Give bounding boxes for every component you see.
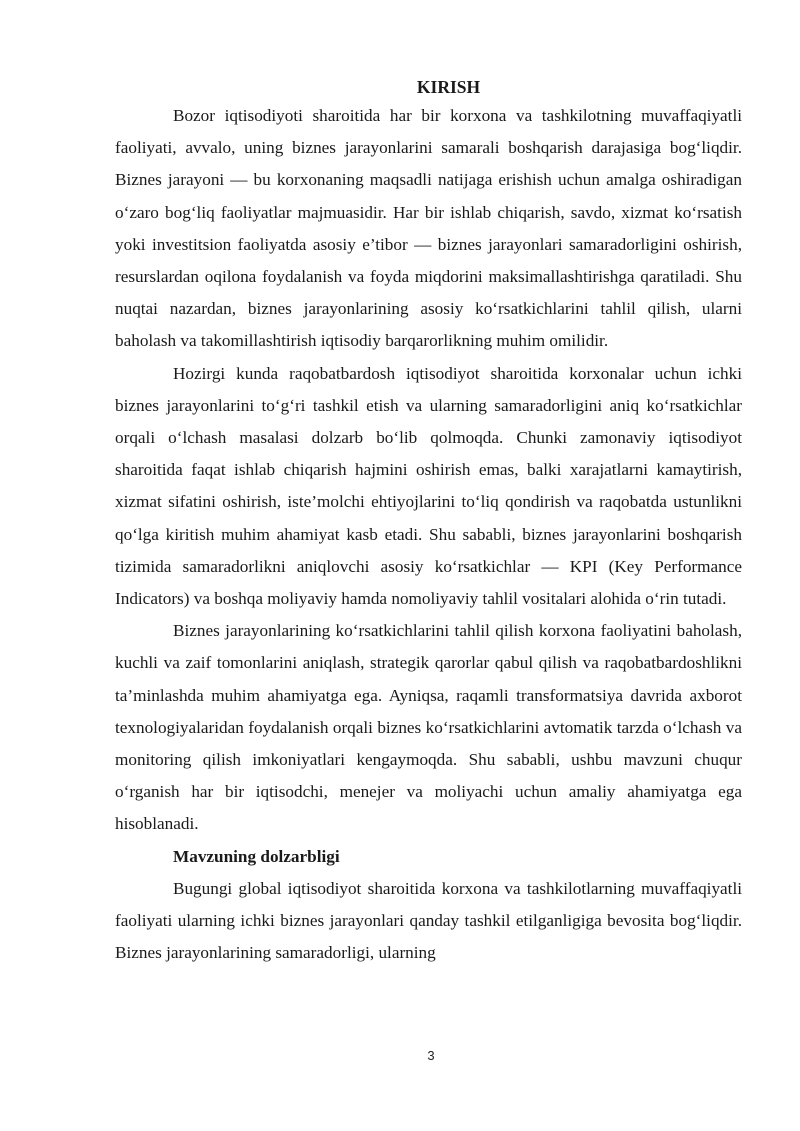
intro-paragraph-2: Hozirgi kunda raqobatbardosh iqtisodiyot sharoitida korxonalar uchun ichki biznes jarayonlarini to‘g‘ri tashkil etish va ularning samaradorligini aniq ko‘rsatkichlar orqali o‘lchash masalasi dolzarb bo‘lib qolmoqda. Chunki zamonaviy iqtisodiyot sharoitida faqat ishlab chiqarish hajmini oshirish emas, balki xarajatlarni kamaytirish, xizmat sifatini oshirish, iste’molchi ehtiyojlarini to‘liq qondirish va raqobatda ustunlikni qo‘lga kiritish muhim ahamiyat kasb etadi. Shu sababli, biznes jarayonlarini boshqarish tizimida samaradorlikni aniqlovchi asosiy ko‘rsatkichlar — KPI (Key Performance Indicators) va boshqa moliyaviy hamda nomoliyaviy tahlil vositalari alohida o‘rin tutadi. [115,363,742,609]
section-paragraph: Bugungi global iqtisodiyot sharoitida korxona va tashkilotlarning muvaffaqiyatli faoliyati ularning ichki biznes jarayonlari qanday tashkil etilganligiga bevosita bog‘liqdir. Biznes jarayonlarining samaradorligi, ularning [115,878,742,963]
intro-paragraph-3: Biznes jarayonlarining ko‘rsatkichlarini tahlil qilish korxona faoliyatini baholash, kuchli va zaif tomonlarini aniqlash, strategik qarorlar qabul qilish va raqobatbardoshlikni ta’minlashda muhim ahamiyatga ega. Ayniqsa, raqamli transformatsiya davrida axborot texnologiyalaridan foydalanish orqali biznes ko‘rsatkichlarini avtomatik tarzda o‘lchash va monitoring qilish imkoniyatlari kengaymoqda. Shu sababli, ushbu mavzuni chuqur o‘rganish har bir iqtisodchi, menejer va moliyachi uchun amaliy ahamiyatga ega hisoblanadi. [115,621,742,834]
page-title: KIRISH [416,77,481,97]
intro-paragraph-1: Bozor iqtisodiyoti sharoitida har bir korxona va tashkilotning muvaffaqiyatli faoliyati, avvalo, uning biznes jarayonlarini samarali boshqarish darajasiga bog‘liqdir. Biznes jarayoni — bu korxonaning maqsadli natijaga erishish uchun amalga oshiradigan o‘zaro bog‘liq faoliyatlar majmuasidir. Har bir ishlab chiqarish, savdo, xizmat ko‘rsatish yoki investitsion faoliyatda asosiy e’tibor — biznes jarayonlari samaradorligini oshirish, resurslardan oqilona foydalanish va foyda miqdorini maksimallashtirishga qaratiladi. Shu nuqtai nazardan, biznes jarayonlarining asosiy ko‘rsatkichlarini tahlil qilish, ularni baholash va takomillashtirish iqtisodiy barqarorlikning muhim omilidir. [115,106,742,351]
page-number: 3 [427,1048,435,1063]
document-body [115,74,742,969]
section-heading: Mavzuning dolzarbligi [173,846,340,866]
